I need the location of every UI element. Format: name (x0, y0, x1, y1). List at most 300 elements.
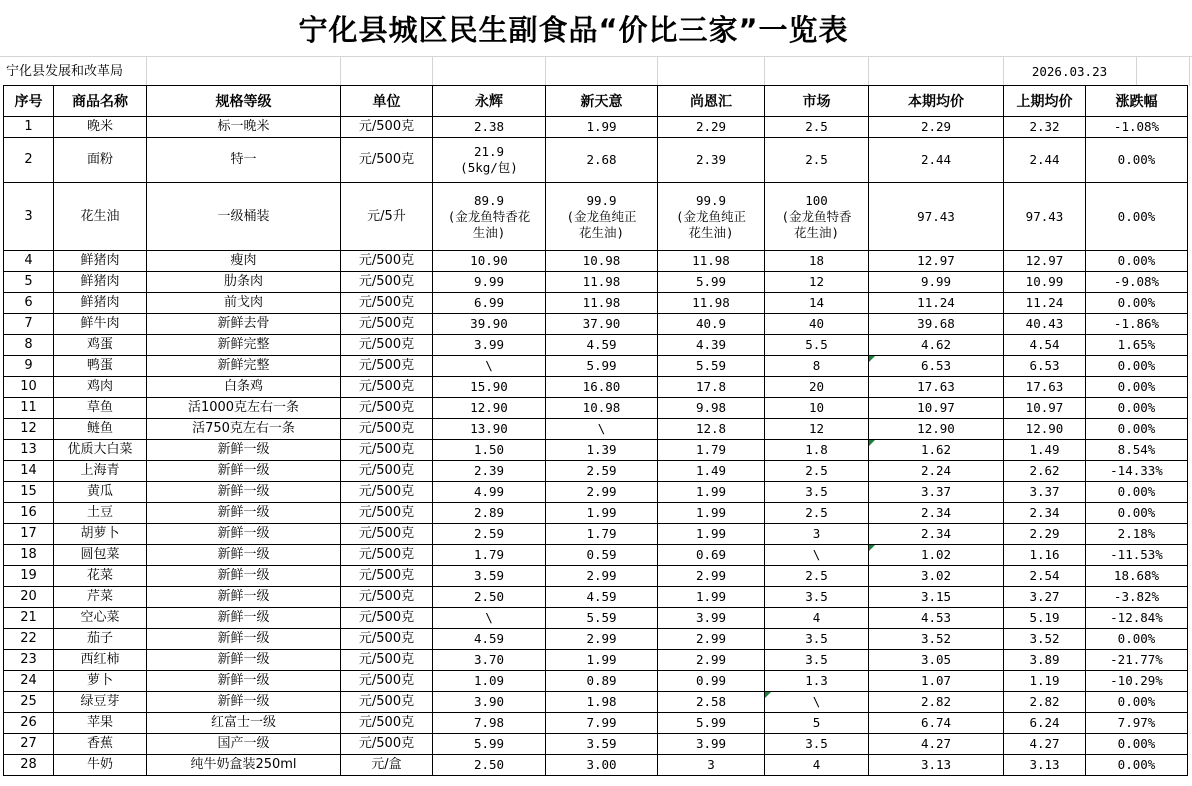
cell-no: 28 (4, 755, 54, 776)
cell-spec: 新鲜一级 (147, 671, 341, 692)
cell-market: 1.8 (765, 440, 869, 461)
cell-name: 芹菜 (54, 587, 147, 608)
cell-name: 鲜猪肉 (54, 251, 147, 272)
cell-change: 0.00% (1086, 503, 1188, 524)
cell-unit: 元/500克 (341, 138, 433, 183)
cell-value: 99.9 (586, 192, 617, 208)
cell-market: 18 (765, 251, 869, 272)
cell-xintianyi: 1.39 (546, 440, 658, 461)
grid-line (1136, 57, 1137, 86)
cell-spec: 新鲜一级 (147, 545, 341, 566)
cell-yonghui: 2.50 (433, 587, 546, 608)
cell-shangenhui: 17.8 (658, 377, 765, 398)
cell-yonghui: 6.99 (433, 293, 546, 314)
grid-line (340, 57, 341, 86)
cell-spec: 新鲜一级 (147, 608, 341, 629)
cell-xintianyi: 3.59 (546, 734, 658, 755)
issuer-row (0, 56, 1192, 86)
cell-shangenhui: 2.99 (658, 629, 765, 650)
cell-xintianyi: 11.98 (546, 272, 658, 293)
cell-unit: 元/500克 (341, 117, 433, 138)
cell-avg-prev: 1.16 (1004, 545, 1086, 566)
cell-spec: 新鲜完整 (147, 335, 341, 356)
cell-spec: 新鲜一级 (147, 650, 341, 671)
table-row (4, 524, 1188, 545)
cell-unit: 元/500克 (341, 503, 433, 524)
cell-no: 24 (4, 671, 54, 692)
table-row (4, 461, 1188, 482)
cell-note: (5kg/包) (460, 160, 518, 175)
cell-note: 花生油) (578, 224, 625, 240)
cell-spec: 标一晚米 (147, 117, 341, 138)
cell-spec: 新鲜一级 (147, 566, 341, 587)
table-row (4, 755, 1188, 776)
cell-yonghui: 1.09 (433, 671, 546, 692)
cell-xintianyi: 3.00 (546, 755, 658, 776)
cell-avg-prev: 40.43 (1004, 314, 1086, 335)
cell-spec: 新鲜一级 (147, 587, 341, 608)
title-text: 宁化县城区民生副食品“价比三家”一览表 (298, 12, 849, 47)
cell-avg-prev: 6.53 (1004, 356, 1086, 377)
cell-yonghui: 1.50 (433, 440, 546, 461)
cell-name: 草鱼 (54, 398, 147, 419)
cell-change: 0.00% (1086, 398, 1188, 419)
cell-no: 2 (4, 138, 54, 183)
col-header-avg-now: 本期均价 (869, 86, 1004, 117)
cell-name: 鸭蛋 (54, 356, 147, 377)
cell-avg-now: 4.53 (869, 608, 1004, 629)
cell-avg-prev: 1.19 (1004, 671, 1086, 692)
cell-unit: 元/500克 (341, 356, 433, 377)
cell-avg-now: 11.24 (869, 293, 1004, 314)
cell-unit: 元/500克 (341, 272, 433, 293)
cell-avg-now: 2.24 (869, 461, 1004, 482)
cell-unit: 元/500克 (341, 251, 433, 272)
cell-no: 13 (4, 440, 54, 461)
table-row (4, 734, 1188, 755)
cell-name: 黄瓜 (54, 482, 147, 503)
cell-shangenhui (658, 183, 765, 251)
cell-shangenhui: 1.99 (658, 524, 765, 545)
cell-avg-prev: 2.44 (1004, 138, 1086, 183)
cell-avg-prev: 2.34 (1004, 503, 1086, 524)
cell-spec: 新鲜一级 (147, 692, 341, 713)
cell-name: 花生油 (54, 183, 147, 251)
cell-market: 5.5 (765, 335, 869, 356)
cell-xintianyi: 1.99 (546, 117, 658, 138)
cell-xintianyi: 2.68 (546, 138, 658, 183)
cell-unit: 元/500克 (341, 482, 433, 503)
cell-xintianyi: 2.99 (546, 629, 658, 650)
cell-spec: 新鲜去骨 (147, 314, 341, 335)
grid-line (545, 57, 546, 86)
cell-avg-now: 3.15 (869, 587, 1004, 608)
cell-avg-prev: 3.52 (1004, 629, 1086, 650)
grid-line (764, 57, 765, 86)
cell-shangenhui: 5.99 (658, 272, 765, 293)
table-row (4, 398, 1188, 419)
cell-xintianyi: 1.98 (546, 692, 658, 713)
cell-unit: 元/500克 (341, 692, 433, 713)
cell-shangenhui: 1.79 (658, 440, 765, 461)
cell-avg-now: 6.53 (869, 356, 1004, 377)
cell-no: 14 (4, 461, 54, 482)
cell-avg-now: 9.99 (869, 272, 1004, 293)
cell-avg-prev: 12.97 (1004, 251, 1086, 272)
cell-unit: 元/盒 (341, 755, 433, 776)
table-row (4, 671, 1188, 692)
cell-change: 0.00% (1086, 419, 1188, 440)
cell-market: 3.5 (765, 587, 869, 608)
cell-no: 7 (4, 314, 54, 335)
col-header-name: 商品名称 (54, 86, 147, 117)
cell-xintianyi: 2.99 (546, 566, 658, 587)
cell-change: 1.65% (1086, 335, 1188, 356)
cell-name: 鲜牛肉 (54, 314, 147, 335)
cell-avg-now: 2.29 (869, 117, 1004, 138)
cell-avg-now: 12.90 (869, 419, 1004, 440)
cell-avg-now: 10.97 (869, 398, 1004, 419)
cell-unit: 元/500克 (341, 524, 433, 545)
cell-avg-prev: 2.32 (1004, 117, 1086, 138)
cell-name: 鲜猪肉 (54, 272, 147, 293)
cell-avg-prev: 3.37 (1004, 482, 1086, 503)
cell-avg-prev: 17.63 (1004, 377, 1086, 398)
cell-no: 17 (4, 524, 54, 545)
cell-avg-now: 2.34 (869, 524, 1004, 545)
cell-spec: 肋条肉 (147, 272, 341, 293)
cell-avg-now: 3.52 (869, 629, 1004, 650)
cell-shangenhui: 2.39 (658, 138, 765, 183)
cell-no: 18 (4, 545, 54, 566)
cell-xintianyi: 10.98 (546, 251, 658, 272)
cell-no: 12 (4, 419, 54, 440)
price-table (3, 85, 1188, 776)
cell-name: 晚米 (54, 117, 147, 138)
cell-change: -11.53% (1086, 545, 1188, 566)
cell-avg-now: 3.13 (869, 755, 1004, 776)
cell-market: 3.5 (765, 734, 869, 755)
cell-name: 空心菜 (54, 608, 147, 629)
report-date: 2026.03.23 (1031, 64, 1108, 79)
table-row (4, 377, 1188, 398)
table-row (4, 293, 1188, 314)
cell-avg-prev: 97.43 (1004, 183, 1086, 251)
cell-xintianyi: 7.99 (546, 713, 658, 734)
cell-yonghui: 2.38 (433, 117, 546, 138)
cell-avg-prev: 10.97 (1004, 398, 1086, 419)
cell-unit: 元/500克 (341, 419, 433, 440)
cell-no: 10 (4, 377, 54, 398)
cell-yonghui: 15.90 (433, 377, 546, 398)
cell-avg-prev: 2.29 (1004, 524, 1086, 545)
table-row (4, 251, 1188, 272)
cell-xintianyi: 0.89 (546, 671, 658, 692)
cell-note: (金龙鱼纯正 (566, 208, 637, 224)
cell-name: 鸡蛋 (54, 335, 147, 356)
cell-yonghui: 3.59 (433, 566, 546, 587)
cell-shangenhui: 1.99 (658, 587, 765, 608)
cell-avg-now: 2.44 (869, 138, 1004, 183)
cell-unit: 元/500克 (341, 398, 433, 419)
cell-yonghui: 2.59 (433, 524, 546, 545)
cell-avg-now: 1.62 (869, 440, 1004, 461)
cell-yonghui: 39.90 (433, 314, 546, 335)
table-row (4, 356, 1188, 377)
cell-avg-prev: 2.82 (1004, 692, 1086, 713)
cell-yonghui: \ (433, 356, 546, 377)
col-header-unit: 单位 (341, 86, 433, 117)
cell-xintianyi: 11.98 (546, 293, 658, 314)
cell-xintianyi: 5.99 (546, 356, 658, 377)
cell-change: -21.77% (1086, 650, 1188, 671)
grid-line (1189, 57, 1190, 86)
table-row (4, 314, 1188, 335)
col-header-xintianyi: 新天意 (546, 86, 658, 117)
cell-spec: 纯牛奶盒装250ml (147, 755, 341, 776)
cell-avg-prev: 2.62 (1004, 461, 1086, 482)
cell-shangenhui: 12.8 (658, 419, 765, 440)
cell-yonghui: 4.59 (433, 629, 546, 650)
cell-change: -1.08% (1086, 117, 1188, 138)
table-row (4, 566, 1188, 587)
cell-change: -1.86% (1086, 314, 1188, 335)
cell-name: 香蕉 (54, 734, 147, 755)
cell-avg-now: 1.02 (869, 545, 1004, 566)
cell-avg-now: 3.37 (869, 482, 1004, 503)
cell-shangenhui: 1.99 (658, 503, 765, 524)
table-row (4, 335, 1188, 356)
grid-line (657, 57, 658, 86)
cell-avg-prev: 10.99 (1004, 272, 1086, 293)
cell-name: 胡萝卜 (54, 524, 147, 545)
cell-name: 鸡肉 (54, 377, 147, 398)
cell-spec: 新鲜一级 (147, 629, 341, 650)
cell-shangenhui: 2.58 (658, 692, 765, 713)
table-row (4, 117, 1188, 138)
cell-avg-prev: 3.27 (1004, 587, 1086, 608)
cell-value: 99.9 (695, 192, 727, 208)
cell-note: (金龙鱼纯正 (675, 208, 747, 224)
cell-market: 20 (765, 377, 869, 398)
cell-no: 9 (4, 356, 54, 377)
col-header-market: 市场 (765, 86, 869, 117)
cell-xintianyi: 4.59 (546, 587, 658, 608)
table-row (4, 419, 1188, 440)
cell-spec: 新鲜一级 (147, 440, 341, 461)
cell-change: 0.00% (1086, 293, 1188, 314)
cell-name: 茄子 (54, 629, 147, 650)
cell-change: 8.54% (1086, 440, 1188, 461)
col-header-yonghui: 永辉 (433, 86, 546, 117)
cell-no: 27 (4, 734, 54, 755)
cell-shangenhui: 0.69 (658, 545, 765, 566)
cell-market: 12 (765, 419, 869, 440)
cell-market: 2.5 (765, 503, 869, 524)
cell-note: (金龙鱼特香花 (447, 208, 531, 224)
cell-avg-prev: 11.24 (1004, 293, 1086, 314)
col-header-avg-prev: 上期均价 (1004, 86, 1086, 117)
cell-market: 2.5 (765, 461, 869, 482)
cell-market: 2.5 (765, 138, 869, 183)
cell-yonghui: 5.99 (433, 734, 546, 755)
cell-note: 花生油) (793, 224, 840, 240)
cell-yonghui (433, 183, 546, 251)
cell-yonghui: 9.99 (433, 272, 546, 293)
cell-name: 圆包菜 (54, 545, 147, 566)
cell-spec: 新鲜一级 (147, 482, 341, 503)
cell-change: 0.00% (1086, 734, 1188, 755)
cell-unit: 元/500克 (341, 566, 433, 587)
cell-shangenhui: 2.29 (658, 117, 765, 138)
cell-change: 0.00% (1086, 755, 1188, 776)
table-row (4, 183, 1188, 251)
grid-line (146, 57, 147, 86)
grid-line (868, 57, 869, 86)
cell-name: 土豆 (54, 503, 147, 524)
cell-xintianyi: 1.79 (546, 524, 658, 545)
cell-yonghui: 3.90 (433, 692, 546, 713)
cell-market (765, 183, 869, 251)
cell-change: 0.00% (1086, 356, 1188, 377)
cell-unit: 元/500克 (341, 314, 433, 335)
cell-name: 花菜 (54, 566, 147, 587)
cell-xintianyi: 0.59 (546, 545, 658, 566)
cell-change: -3.82% (1086, 587, 1188, 608)
cell-name: 绿豆芽 (54, 692, 147, 713)
table-row (4, 545, 1188, 566)
cell-no: 4 (4, 251, 54, 272)
col-header-no: 序号 (4, 86, 54, 117)
cell-market: 3.5 (765, 482, 869, 503)
cell-shangenhui: 2.99 (658, 650, 765, 671)
cell-shangenhui: 11.98 (658, 293, 765, 314)
cell-shangenhui: 9.98 (658, 398, 765, 419)
cell-shangenhui: 4.39 (658, 335, 765, 356)
cell-change: 0.00% (1086, 251, 1188, 272)
cell-market: 8 (765, 356, 869, 377)
cell-shangenhui: 1.49 (658, 461, 765, 482)
cell-xintianyi (546, 183, 658, 251)
cell-xintianyi: 1.99 (546, 503, 658, 524)
cell-avg-now: 4.62 (869, 335, 1004, 356)
cell-avg-prev: 6.24 (1004, 713, 1086, 734)
cell-shangenhui: 0.99 (658, 671, 765, 692)
cell-no: 16 (4, 503, 54, 524)
cell-change: 2.18% (1086, 524, 1188, 545)
cell-shangenhui: 3.99 (658, 608, 765, 629)
cell-market: 4 (765, 755, 869, 776)
cell-shangenhui: 3 (658, 755, 765, 776)
cell-no: 1 (4, 117, 54, 138)
cell-no: 3 (4, 183, 54, 251)
cell-yonghui: 1.79 (433, 545, 546, 566)
cell-no: 20 (4, 587, 54, 608)
table-row (4, 272, 1188, 293)
cell-yonghui (433, 138, 546, 183)
cell-unit: 元/500克 (341, 713, 433, 734)
cell-avg-prev: 1.49 (1004, 440, 1086, 461)
cell-avg-prev: 4.27 (1004, 734, 1086, 755)
cell-market: 14 (765, 293, 869, 314)
cell-avg-now: 1.07 (869, 671, 1004, 692)
cell-no: 5 (4, 272, 54, 293)
cell-market: 40 (765, 314, 869, 335)
cell-shangenhui: 40.9 (658, 314, 765, 335)
cell-change: 7.97% (1086, 713, 1188, 734)
cell-avg-now: 3.02 (869, 566, 1004, 587)
cell-unit: 元/500克 (341, 671, 433, 692)
cell-avg-prev: 3.89 (1004, 650, 1086, 671)
cell-market: \ (765, 692, 869, 713)
cell-avg-prev: 12.90 (1004, 419, 1086, 440)
cell-name: 上海青 (54, 461, 147, 482)
cell-xintianyi: 2.99 (546, 482, 658, 503)
cell-xintianyi: 5.59 (546, 608, 658, 629)
cell-name: 西红柿 (54, 650, 147, 671)
cell-name: 鲜猪肉 (54, 293, 147, 314)
cell-unit: 元/500克 (341, 650, 433, 671)
cell-market: 2.5 (765, 117, 869, 138)
cell-spec: 特一 (147, 138, 341, 183)
cell-unit: 元/500克 (341, 335, 433, 356)
cell-no: 19 (4, 566, 54, 587)
grid-line (432, 57, 433, 86)
cell-avg-prev: 2.54 (1004, 566, 1086, 587)
table-row (4, 692, 1188, 713)
cell-market: 3 (765, 524, 869, 545)
table-row (4, 440, 1188, 461)
header-row (4, 86, 1188, 117)
cell-change: 0.00% (1086, 377, 1188, 398)
cell-xintianyi: 10.98 (546, 398, 658, 419)
table-row (4, 138, 1188, 183)
table-row (4, 650, 1188, 671)
cell-value: 21.9 (473, 144, 505, 159)
cell-market: 5 (765, 713, 869, 734)
cell-yonghui: 12.90 (433, 398, 546, 419)
issuer-name: 宁化县发展和改革局 (6, 64, 124, 79)
cell-spec: 白条鸡 (147, 377, 341, 398)
cell-shangenhui: 2.99 (658, 566, 765, 587)
cell-market: 10 (765, 398, 869, 419)
cell-shangenhui: 5.99 (658, 713, 765, 734)
table-row (4, 629, 1188, 650)
cell-avg-now: 3.05 (869, 650, 1004, 671)
cell-avg-now: 2.34 (869, 503, 1004, 524)
cell-avg-now: 4.27 (869, 734, 1004, 755)
cell-name: 苹果 (54, 713, 147, 734)
table-row (4, 587, 1188, 608)
cell-no: 23 (4, 650, 54, 671)
cell-no: 8 (4, 335, 54, 356)
cell-no: 26 (4, 713, 54, 734)
cell-yonghui: \ (433, 608, 546, 629)
cell-name: 鲢鱼 (54, 419, 147, 440)
cell-name: 萝卜 (54, 671, 147, 692)
cell-note: 花生油) (688, 224, 734, 240)
cell-avg-now: 2.82 (869, 692, 1004, 713)
cell-avg-now: 6.74 (869, 713, 1004, 734)
cell-spec: 活750克左右一条 (147, 419, 341, 440)
cell-avg-now: 12.97 (869, 251, 1004, 272)
cell-avg-prev: 3.13 (1004, 755, 1086, 776)
table-row (4, 713, 1188, 734)
cell-change: -10.29% (1086, 671, 1188, 692)
cell-yonghui: 7.98 (433, 713, 546, 734)
cell-yonghui: 10.90 (433, 251, 546, 272)
cell-xintianyi: 16.80 (546, 377, 658, 398)
